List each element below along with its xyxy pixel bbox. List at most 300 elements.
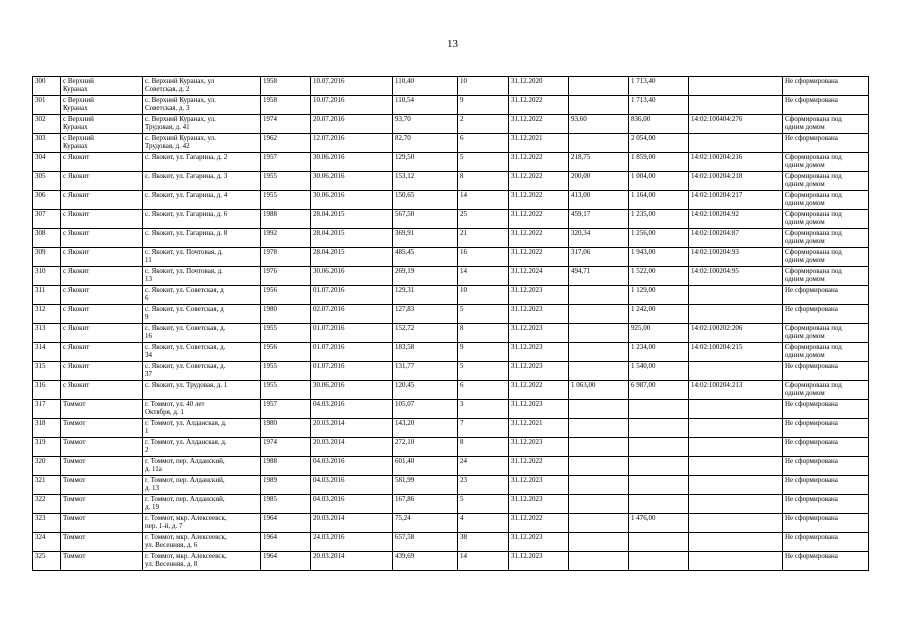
resettlement-deadline-cell: 31.12.2022: [509, 153, 569, 172]
resettlement-deadline-cell: 31.12.2023: [509, 438, 569, 457]
cadastral-value-cell: 2 054,00: [629, 134, 689, 153]
recognition-date-cell: 20.03.2014: [311, 438, 393, 457]
address-cell: г. Томмот, мкр. Алексеевск, ул. Весенняя, д. 8: [143, 552, 261, 571]
land-area-cell: [569, 457, 629, 476]
land-status-cell: Не сформирована: [783, 77, 869, 96]
address-cell: с. Якокит, ул. Трудовая, д. 1: [143, 381, 261, 400]
area-cell: 601,40: [393, 457, 458, 476]
land-area-cell: 413,00: [569, 191, 629, 210]
year-built-cell: 1988: [261, 210, 311, 229]
land-area-cell: [569, 96, 629, 115]
residents-cell: 3: [458, 400, 509, 419]
address-cell: г. Томмот, пер. Алданский, д. 11а: [143, 457, 261, 476]
table-row: [33, 229, 869, 248]
cadastral-number-cell: [689, 438, 783, 457]
residents-cell: 5: [458, 362, 509, 381]
resettlement-deadline-cell: 31.12.2021: [509, 134, 569, 153]
address-cell: с. Якокит, ул. Советская, д 6: [143, 286, 261, 305]
recognition-date-cell: 01.07.2016: [311, 362, 393, 381]
row-number-cell: 322: [33, 495, 61, 514]
land-status-cell: Сформирована под одним домом: [783, 191, 869, 210]
year-built-cell: 1958: [261, 77, 311, 96]
residents-cell: 21: [458, 229, 509, 248]
land-area-cell: [569, 362, 629, 381]
row-number-cell: 317: [33, 400, 61, 419]
settlement-cell: с Якокит: [61, 381, 143, 400]
area-cell: 369,91: [393, 229, 458, 248]
address-cell: с. Якокит, ул. Гагарина, д. 4: [143, 191, 261, 210]
settlement-cell: с Якокит: [61, 286, 143, 305]
area-cell: 129,50: [393, 153, 458, 172]
recognition-date-cell: 28.04.2015: [311, 248, 393, 267]
land-area-cell: 200,00: [569, 172, 629, 191]
land-area-cell: [569, 495, 629, 514]
residents-cell: 5: [458, 305, 509, 324]
row-number-cell: 304: [33, 153, 61, 172]
land-status-cell: Сформирована под одним домом: [783, 343, 869, 362]
settlement-cell: с Верхний Куранах: [61, 115, 143, 134]
recognition-date-cell: 04.03.2016: [311, 457, 393, 476]
resettlement-deadline-cell: 31.12.2023: [509, 552, 569, 571]
land-area-cell: [569, 324, 629, 343]
land-area-cell: [569, 343, 629, 362]
cadastral-number-cell: [689, 552, 783, 571]
row-number-cell: 305: [33, 172, 61, 191]
year-built-cell: 1976: [261, 267, 311, 286]
address-cell: г. Томмот, пер. Алданский, д. 13: [143, 476, 261, 495]
land-area-cell: [569, 286, 629, 305]
cadastral-value-cell: 1 004,00: [629, 172, 689, 191]
row-number-cell: 310: [33, 267, 61, 286]
land-area-cell: [569, 438, 629, 457]
land-area-cell: [569, 476, 629, 495]
residents-cell: 2: [458, 115, 509, 134]
land-area-cell: [569, 514, 629, 533]
cadastral-value-cell: 1 235,00: [629, 210, 689, 229]
settlement-cell: Томмот: [61, 514, 143, 533]
address-cell: с. Якокит, ул. Советская, д. 34: [143, 343, 261, 362]
land-status-cell: Сформирована под одним домом: [783, 248, 869, 267]
area-cell: 93,70: [393, 115, 458, 134]
area-cell: 152,72: [393, 324, 458, 343]
residents-cell: 14: [458, 552, 509, 571]
land-area-cell: 320,34: [569, 229, 629, 248]
page-number: 13: [447, 38, 458, 50]
table-row: [33, 495, 869, 514]
table-row: [33, 457, 869, 476]
land-status-cell: Не сформирована: [783, 400, 869, 419]
year-built-cell: 1957: [261, 400, 311, 419]
resettlement-deadline-cell: 31.12.2022: [509, 210, 569, 229]
table-row: [33, 191, 869, 210]
resettlement-deadline-cell: 31.12.2022: [509, 457, 569, 476]
settlement-cell: с Верхний Куранах: [61, 77, 143, 96]
cadastral-value-cell: 1 476,00: [629, 514, 689, 533]
year-built-cell: 1955: [261, 362, 311, 381]
resettlement-deadline-cell: 31.12.2020: [509, 77, 569, 96]
row-number-cell: 324: [33, 533, 61, 552]
land-area-cell: [569, 77, 629, 96]
area-cell: 105,07: [393, 400, 458, 419]
residents-cell: 6: [458, 381, 509, 400]
area-cell: 82,70: [393, 134, 458, 153]
cadastral-number-cell: 14:02:100204:218: [689, 172, 783, 191]
year-built-cell: 1974: [261, 115, 311, 134]
settlement-cell: Томмот: [61, 476, 143, 495]
settlement-cell: с Верхний Куранах: [61, 134, 143, 153]
cadastral-value-cell: 1 242,00: [629, 305, 689, 324]
row-number-cell: 302: [33, 115, 61, 134]
cadastral-value-cell: 1 713,40: [629, 77, 689, 96]
recognition-date-cell: 01.07.2016: [311, 343, 393, 362]
area-cell: 167,86: [393, 495, 458, 514]
table-row: [33, 286, 869, 305]
settlement-cell: с Верхний Куранах: [61, 96, 143, 115]
cadastral-number-cell: 14:02:100404:276: [689, 115, 783, 134]
residents-cell: 25: [458, 210, 509, 229]
area-cell: 272,10: [393, 438, 458, 457]
cadastral-value-cell: 1 256,00: [629, 229, 689, 248]
table-body: [33, 77, 869, 571]
area-cell: 581,99: [393, 476, 458, 495]
row-number-cell: 320: [33, 457, 61, 476]
recognition-date-cell: 28.04.2015: [311, 229, 393, 248]
year-built-cell: 1989: [261, 476, 311, 495]
year-built-cell: 1964: [261, 514, 311, 533]
table-row: [33, 476, 869, 495]
recognition-date-cell: 04.03.2016: [311, 400, 393, 419]
year-built-cell: 1962: [261, 134, 311, 153]
table-row: [33, 305, 869, 324]
land-status-cell: Не сформирована: [783, 134, 869, 153]
settlement-cell: Томмот: [61, 457, 143, 476]
row-number-cell: 316: [33, 381, 61, 400]
residents-cell: 14: [458, 191, 509, 210]
recognition-date-cell: 02.07.2016: [311, 305, 393, 324]
cadastral-number-cell: [689, 305, 783, 324]
cadastral-value-cell: [629, 438, 689, 457]
land-area-cell: [569, 134, 629, 153]
recognition-date-cell: 20.07.2016: [311, 115, 393, 134]
resettlement-deadline-cell: 31.12.2023: [509, 400, 569, 419]
address-cell: с. Верхний Куранах, ул Советская, д. 2: [143, 77, 261, 96]
year-built-cell: 1974: [261, 438, 311, 457]
cadastral-value-cell: 6 987,00: [629, 381, 689, 400]
cadastral-number-cell: [689, 362, 783, 381]
address-cell: г. Томмот, ул. 40 лет Октября, д. 1: [143, 400, 261, 419]
housing-register-table: [32, 76, 869, 571]
year-built-cell: 1955: [261, 381, 311, 400]
row-number-cell: 321: [33, 476, 61, 495]
address-cell: с. Якокит, ул. Гагарина, д. 3: [143, 172, 261, 191]
land-status-cell: Не сформирована: [783, 495, 869, 514]
cadastral-value-cell: [629, 476, 689, 495]
row-number-cell: 312: [33, 305, 61, 324]
cadastral-number-cell: 14:02:100204:213: [689, 381, 783, 400]
cadastral-value-cell: 1 859,00: [629, 153, 689, 172]
settlement-cell: с Якокит: [61, 248, 143, 267]
cadastral-number-cell: 14:02:100204:95: [689, 267, 783, 286]
year-built-cell: 1978: [261, 248, 311, 267]
residents-cell: 10: [458, 77, 509, 96]
address-cell: г. Томмот, пер. Алданский, д. 19: [143, 495, 261, 514]
land-area-cell: [569, 533, 629, 552]
recognition-date-cell: 30.06.2016: [311, 267, 393, 286]
land-status-cell: Сформирована под одним домом: [783, 172, 869, 191]
row-number-cell: 300: [33, 77, 61, 96]
year-built-cell: 1992: [261, 229, 311, 248]
resettlement-deadline-cell: 31.12.2022: [509, 381, 569, 400]
residents-cell: 14: [458, 267, 509, 286]
settlement-cell: Томмот: [61, 533, 143, 552]
area-cell: 153,12: [393, 172, 458, 191]
row-number-cell: 323: [33, 514, 61, 533]
recognition-date-cell: 04.03.2016: [311, 476, 393, 495]
settlement-cell: с Якокит: [61, 153, 143, 172]
cadastral-number-cell: 14:02:100204:92: [689, 210, 783, 229]
land-status-cell: Сформирована под одним домом: [783, 229, 869, 248]
area-cell: 150,65: [393, 191, 458, 210]
resettlement-deadline-cell: 31.12.2023: [509, 495, 569, 514]
area-cell: 439,69: [393, 552, 458, 571]
cadastral-number-cell: [689, 134, 783, 153]
settlement-cell: с Якокит: [61, 229, 143, 248]
land-status-cell: Не сформирована: [783, 362, 869, 381]
residents-cell: 9: [458, 343, 509, 362]
residents-cell: 8: [458, 438, 509, 457]
land-status-cell: Не сформирована: [783, 476, 869, 495]
resettlement-deadline-cell: 31.12.2022: [509, 229, 569, 248]
year-built-cell: 1956: [261, 286, 311, 305]
land-area-cell: 93,60: [569, 115, 629, 134]
settlement-cell: с Якокит: [61, 343, 143, 362]
recognition-date-cell: 20.03.2014: [311, 552, 393, 571]
table-row: [33, 419, 869, 438]
recognition-date-cell: 12.07.2016: [311, 134, 393, 153]
resettlement-deadline-cell: 31.12.2022: [509, 248, 569, 267]
residents-cell: 38: [458, 533, 509, 552]
address-cell: с. Якокит, ул. Советская, д. 37: [143, 362, 261, 381]
recognition-date-cell: 30.06.2016: [311, 153, 393, 172]
recognition-date-cell: 20.03.2014: [311, 514, 393, 533]
settlement-cell: с Якокит: [61, 172, 143, 191]
residents-cell: 16: [458, 248, 509, 267]
land-status-cell: Не сформирована: [783, 305, 869, 324]
year-built-cell: 1957: [261, 153, 311, 172]
table-row: [33, 343, 869, 362]
address-cell: г. Томмот, мкр. Алексеевск, ул. Весенняя, д. 6: [143, 533, 261, 552]
land-status-cell: Не сформирована: [783, 533, 869, 552]
cadastral-number-cell: [689, 457, 783, 476]
cadastral-number-cell: [689, 495, 783, 514]
residents-cell: 5: [458, 153, 509, 172]
row-number-cell: 308: [33, 229, 61, 248]
table-row: [33, 267, 869, 286]
cadastral-number-cell: [689, 96, 783, 115]
year-built-cell: 1988: [261, 457, 311, 476]
table-row: [33, 533, 869, 552]
area-cell: 129,31: [393, 286, 458, 305]
recognition-date-cell: 20.03.2014: [311, 419, 393, 438]
recognition-date-cell: 28.04.2015: [311, 210, 393, 229]
row-number-cell: 314: [33, 343, 61, 362]
settlement-cell: Томмот: [61, 400, 143, 419]
table-row: [33, 96, 869, 115]
resettlement-deadline-cell: 31.12.2022: [509, 191, 569, 210]
cadastral-number-cell: 14:02:100204:216: [689, 153, 783, 172]
settlement-cell: с Якокит: [61, 210, 143, 229]
land-status-cell: Сформирована под одним домом: [783, 115, 869, 134]
row-number-cell: 319: [33, 438, 61, 457]
row-number-cell: 325: [33, 552, 61, 571]
year-built-cell: 1955: [261, 191, 311, 210]
address-cell: с. Якокит, ул. Почтовая, д. 11: [143, 248, 261, 267]
table-row: [33, 172, 869, 191]
resettlement-deadline-cell: 31.12.2023: [509, 533, 569, 552]
resettlement-deadline-cell: 31.12.2023: [509, 343, 569, 362]
year-built-cell: 1964: [261, 533, 311, 552]
resettlement-deadline-cell: 31.12.2023: [509, 476, 569, 495]
row-number-cell: 306: [33, 191, 61, 210]
resettlement-deadline-cell: 31.12.2023: [509, 286, 569, 305]
address-cell: с. Якокит, ул. Советская, д 9: [143, 305, 261, 324]
land-area-cell: [569, 552, 629, 571]
residents-cell: 5: [458, 495, 509, 514]
address-cell: с. Якокит, ул. Гагарина, д. 2: [143, 153, 261, 172]
year-built-cell: 1980: [261, 305, 311, 324]
address-cell: г. Томмот, ул. Алданская, д. 2: [143, 438, 261, 457]
area-cell: 75,24: [393, 514, 458, 533]
cadastral-value-cell: [629, 419, 689, 438]
area-cell: 183,58: [393, 343, 458, 362]
residents-cell: 7: [458, 419, 509, 438]
cadastral-number-cell: 14:02:100204:93: [689, 248, 783, 267]
cadastral-number-cell: [689, 476, 783, 495]
address-cell: г. Томмот, мкр. Алексеевск, пер. 1-й, д. 7: [143, 514, 261, 533]
address-cell: с. Якокит, ул. Почтовая, д. 13: [143, 267, 261, 286]
residents-cell: 8: [458, 324, 509, 343]
land-area-cell: [569, 419, 629, 438]
settlement-cell: Томмот: [61, 438, 143, 457]
recognition-date-cell: 04.03.2016: [311, 495, 393, 514]
land-status-cell: Не сформирована: [783, 514, 869, 533]
area-cell: 143,20: [393, 419, 458, 438]
cadastral-value-cell: [629, 457, 689, 476]
land-status-cell: Не сформирована: [783, 552, 869, 571]
row-number-cell: 318: [33, 419, 61, 438]
land-area-cell: [569, 400, 629, 419]
table-row: [33, 134, 869, 153]
land-status-cell: Сформирована под одним домом: [783, 267, 869, 286]
land-status-cell: Не сформирована: [783, 96, 869, 115]
land-status-cell: Не сформирована: [783, 286, 869, 305]
cadastral-value-cell: 1 540,00: [629, 362, 689, 381]
cadastral-value-cell: [629, 533, 689, 552]
cadastral-value-cell: 1 522,00: [629, 267, 689, 286]
cadastral-number-cell: [689, 514, 783, 533]
year-built-cell: 1956: [261, 343, 311, 362]
row-number-cell: 311: [33, 286, 61, 305]
residents-cell: 10: [458, 286, 509, 305]
resettlement-deadline-cell: 31.12.2022: [509, 514, 569, 533]
residents-cell: 8: [458, 172, 509, 191]
table-row: [33, 77, 869, 96]
land-area-cell: 459,17: [569, 210, 629, 229]
table-row: [33, 514, 869, 533]
cadastral-value-cell: [629, 495, 689, 514]
table-row: [33, 248, 869, 267]
land-area-cell: 317,06: [569, 248, 629, 267]
year-built-cell: 1958: [261, 96, 311, 115]
table-row: [33, 552, 869, 571]
cadastral-number-cell: [689, 400, 783, 419]
cadastral-number-cell: 14:02:100204:217: [689, 191, 783, 210]
area-cell: 110,54: [393, 96, 458, 115]
cadastral-value-cell: 1 234,00: [629, 343, 689, 362]
address-cell: с. Верхний Куранах, ул. Трудовая, д. 42: [143, 134, 261, 153]
cadastral-number-cell: 14:02:100204:215: [689, 343, 783, 362]
resettlement-deadline-cell: 31.12.2023: [509, 305, 569, 324]
settlement-cell: с Якокит: [61, 362, 143, 381]
row-number-cell: 309: [33, 248, 61, 267]
cadastral-value-cell: 1 164,00: [629, 191, 689, 210]
table-row: [33, 362, 869, 381]
recognition-date-cell: 30.06.2016: [311, 172, 393, 191]
resettlement-deadline-cell: 31.12.2023: [509, 362, 569, 381]
residents-cell: 4: [458, 514, 509, 533]
area-cell: 110,40: [393, 77, 458, 96]
row-number-cell: 315: [33, 362, 61, 381]
cadastral-value-cell: 1 943,00: [629, 248, 689, 267]
year-built-cell: 1985: [261, 495, 311, 514]
address-cell: с. Верхний Куранах, ул. Трудовая, д. 41: [143, 115, 261, 134]
cadastral-value-cell: 925,00: [629, 324, 689, 343]
year-built-cell: 1955: [261, 172, 311, 191]
area-cell: 131,77: [393, 362, 458, 381]
residents-cell: 23: [458, 476, 509, 495]
recognition-date-cell: 30.06.2016: [311, 191, 393, 210]
residents-cell: 6: [458, 134, 509, 153]
cadastral-number-cell: 14:02:100202:206: [689, 324, 783, 343]
residents-cell: 9: [458, 96, 509, 115]
land-status-cell: Не сформирована: [783, 438, 869, 457]
land-area-cell: [569, 305, 629, 324]
recognition-date-cell: 30.06.2016: [311, 381, 393, 400]
cadastral-number-cell: [689, 533, 783, 552]
cadastral-value-cell: 836,00: [629, 115, 689, 134]
year-built-cell: 1955: [261, 324, 311, 343]
area-cell: 657,58: [393, 533, 458, 552]
settlement-cell: с Якокит: [61, 267, 143, 286]
address-cell: с. Якокит, ул. Гагарина, д. 6: [143, 210, 261, 229]
area-cell: 567,50: [393, 210, 458, 229]
area-cell: 120,45: [393, 381, 458, 400]
year-built-cell: 1980: [261, 419, 311, 438]
recognition-date-cell: 24.03.2016: [311, 533, 393, 552]
table-row: [33, 153, 869, 172]
row-number-cell: 301: [33, 96, 61, 115]
cadastral-value-cell: [629, 400, 689, 419]
settlement-cell: с Якокит: [61, 305, 143, 324]
cadastral-number-cell: [689, 286, 783, 305]
address-cell: г. Томмот, ул. Алданская, д. 1: [143, 419, 261, 438]
land-status-cell: Не сформирована: [783, 457, 869, 476]
resettlement-deadline-cell: 31.12.2022: [509, 115, 569, 134]
row-number-cell: 307: [33, 210, 61, 229]
table-row: [33, 115, 869, 134]
recognition-date-cell: 10.07.2016: [311, 77, 393, 96]
land-status-cell: Сформирована под одним домом: [783, 324, 869, 343]
